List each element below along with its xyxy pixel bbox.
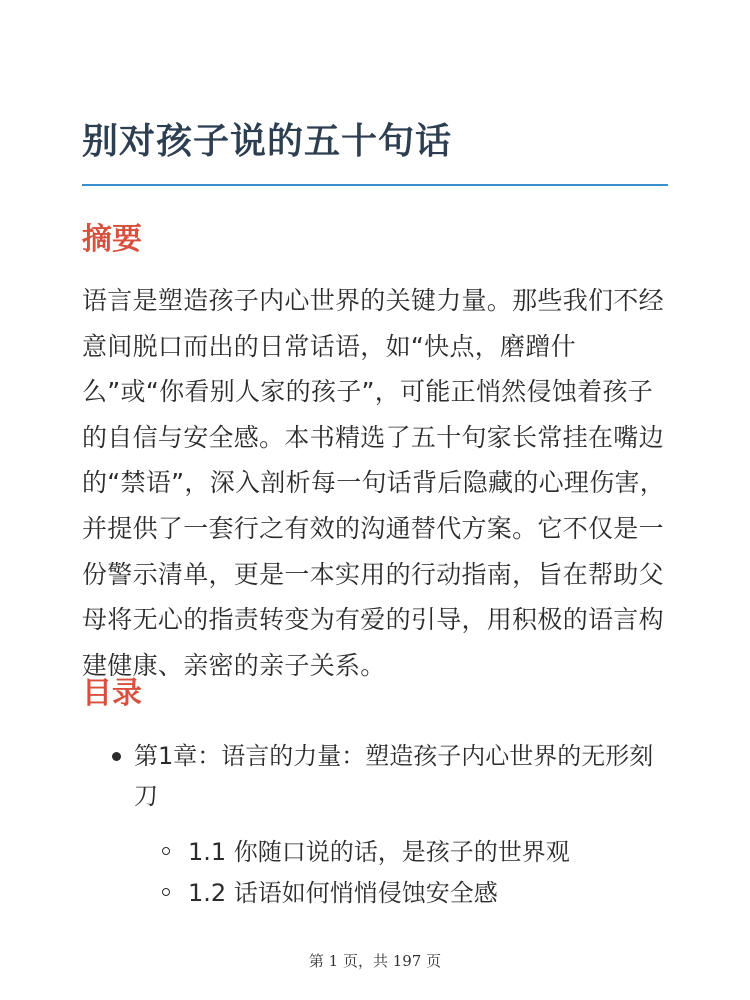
document-title: 别对孩子说的五十句话 (82, 121, 453, 162)
toc-chapter-item[interactable] (112, 736, 660, 816)
title-divider (82, 184, 668, 186)
bullet-circle-icon (162, 888, 170, 896)
toc-section-item[interactable] (162, 873, 662, 913)
toc-chapter-label: 第1章：语言的力量：塑造孩子内心世界的无形刻刀 (134, 742, 654, 810)
bullet-disc-icon (112, 752, 121, 761)
bullet-circle-icon (162, 847, 170, 855)
abstract-paragraph: 语言是塑造孩子内心世界的关键力量。那些我们不经意间脱口而出的日常话语，如“快点，磨蹭什么”或“你看别人家的孩子”，可能正悄然侵蚀着孩子的自信与安全感。本书精选了五十句家长常挂在嘴边的“禁语”，深入剖析每一句话背后隐藏的心理伤害，并提供了一套行之有效的沟通替代方案。它不仅是一份警示清单，更是一本实用的行动指南，旨在帮助父母将无心的指责转变为有爱的引导，用积极的语言构建健康、亲密的亲子关系。 (82, 286, 666, 680)
toc-heading: 目录 (82, 676, 142, 711)
toc-section-label: 1.1 你随口说的话，是孩子的世界观 (188, 838, 570, 866)
toc-section-item[interactable] (162, 832, 662, 872)
abstract-heading: 摘要 (82, 222, 142, 257)
page-number-footer: 第 1 页，共 197 页 (308, 952, 442, 970)
toc-section-label: 1.2 话语如何悄悄侵蚀安全感 (188, 879, 498, 907)
